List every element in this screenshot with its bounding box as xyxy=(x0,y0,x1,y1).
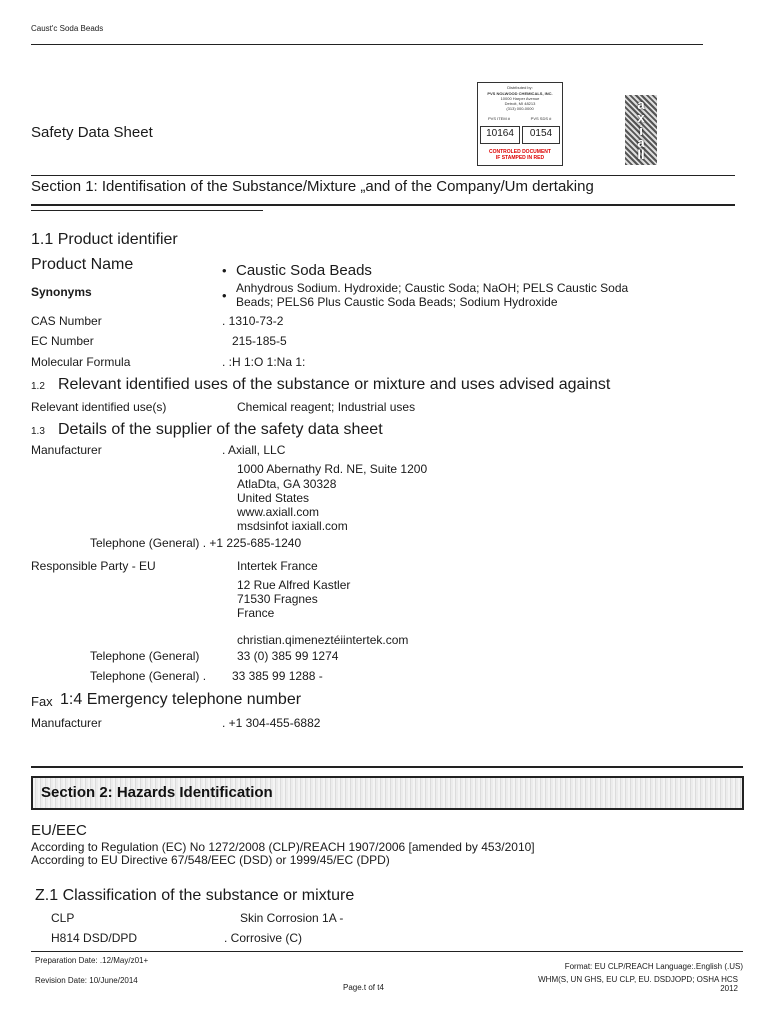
synonyms-label: Synonyms xyxy=(31,285,92,299)
stamp-sds-value: 0154 xyxy=(522,126,560,144)
stamp-item-label: PVS ITEM # xyxy=(487,116,510,121)
relevant-use-label: Relevant identified use(s) xyxy=(31,400,167,414)
header-rule xyxy=(31,44,703,45)
clp-value: Skin Corrosion 1A - xyxy=(240,911,344,925)
subsection-1-2-number: 1.2 xyxy=(31,381,45,392)
manufacturer-address-1: 1000 Abernathy Rd. NE, Suite 1200 xyxy=(237,462,428,476)
section1-title: Section 1: Identifisation of the Substance/Mixture „and of the Company/Um dertaking xyxy=(31,178,594,195)
product-name-label: Product Name xyxy=(31,256,134,273)
section1-bottom-rule xyxy=(31,204,735,206)
regulation-line-2: According to EU Directive 67/548/EEC (DSD) or 1999/45/EC (DPD) xyxy=(31,853,390,867)
revision-date: Revision Date: 10/June/2014 xyxy=(35,976,138,985)
product-name-value: Caustic Soda Beads xyxy=(236,262,372,279)
stamp-address-1: 10000 Harper Avenue xyxy=(500,96,540,101)
synonyms-line-1: Anhydrous Sodium. Hydroxide; Caustic Soda; NaOH; PELS Caustic Soda xyxy=(236,281,629,295)
responsible-telephone-label: Telephone (General) xyxy=(90,649,200,663)
document-title: Safety Data Sheet xyxy=(31,124,153,141)
section1-short-rule xyxy=(31,210,263,211)
manufacturer-address-2: AtlaDta, GA 30328 xyxy=(237,477,337,491)
stamp-controlled-1: CONTROLED DOCUMENT xyxy=(489,149,551,155)
stamp-phone: (313) 000-0000 xyxy=(506,106,534,111)
responsible-address-2: 71530 Fragnes xyxy=(237,592,318,606)
emergency-manufacturer-phone: . +1 304-455-6882 xyxy=(222,716,321,730)
subsection-2-1-heading: Z.1 Classification of the substance or mixture xyxy=(35,887,355,904)
subsection-1-2-heading: Relevant identified uses of the substance or mixture and uses advised against xyxy=(58,376,611,393)
responsible-address-3: France xyxy=(237,606,275,620)
manufacturer-website: www.axiall.com xyxy=(237,505,320,519)
regulation-formats: WHM(S, UN GHS, EU CLP, EU. DSDJOPD; OSHA HCS xyxy=(538,975,738,984)
emergency-manufacturer-label: Manufacturer xyxy=(31,716,102,730)
distributor-stamp xyxy=(477,82,563,166)
subsection-1-4-heading: 1:4 Emergency telephone number xyxy=(60,691,302,708)
manufacturer-address-3: United States xyxy=(237,491,310,505)
regulation-line-1: According to Regulation (EC) No 1272/2008 (CLP)/REACH 1907/2006 [amended by 453/2010] xyxy=(31,840,535,854)
stamp-sds-label: PVS SDS # xyxy=(530,116,552,121)
clp-label: CLP xyxy=(51,911,75,925)
relevant-use-value: Chemical reagent; Industrial uses xyxy=(237,400,416,414)
responsible-party-value: Intertek France xyxy=(237,559,318,573)
synonyms-line-2: Beads; PELS6 Plus Caustic Soda Beads; Sodium Hydroxide xyxy=(236,295,558,309)
responsible-address-1: 12 Rue Alfred Kastler xyxy=(237,578,351,592)
responsible-telephone-2-value: 33 385 99 1288 - xyxy=(232,669,323,683)
manufacturer-label: Manufacturer xyxy=(31,443,102,457)
stamp-address-2: Detroit, MI 48213 xyxy=(504,101,536,106)
dsd-label: H814 DSD/DPD xyxy=(51,931,138,945)
cas-number-value: . 1310-73-2 xyxy=(222,314,284,328)
format-info: Format: EU CLP/REACH Language:.English (.US) xyxy=(564,962,743,971)
molecular-formula-value: . :H 1:O 1:Na 1: xyxy=(222,355,306,369)
header-product-name: Caust'c Soda Beads xyxy=(31,24,104,33)
molecular-formula-label: Molecular Formula xyxy=(31,355,131,369)
axiall-logo: a x i a ll xyxy=(625,95,657,165)
subsection-1-4-prefix: Fax xyxy=(31,694,53,709)
responsible-telephone-2-label: Telephone (General) . xyxy=(90,669,207,683)
ec-number-value: 215-185-5 xyxy=(232,334,287,348)
subsection-1-1-heading: 1.1 Product identifier xyxy=(31,231,178,248)
regulation-year: 2012 xyxy=(720,984,738,993)
subsection-1-3-heading: Details of the supplier of the safety data sheet xyxy=(58,421,383,438)
responsible-telephone-value: 33 (0) 385 99 1274 xyxy=(237,649,339,663)
footer-rule xyxy=(31,951,743,952)
section2-banner xyxy=(31,776,744,810)
ec-number-label: EC Number xyxy=(31,334,94,348)
manufacturer-email: msdsinfot iaxiall.com xyxy=(237,519,348,533)
preparation-date: Preparation Date: .12/May/z01+ xyxy=(35,956,149,965)
page-number: Page.t of t4 xyxy=(343,983,384,992)
responsible-party-label: Responsible Party - EU xyxy=(31,559,156,573)
stamp-item-value: 10164 xyxy=(480,126,520,144)
dsd-value: . Corrosive (C) xyxy=(224,931,303,945)
stamp-company: PVS NOLWOOD CHEMICALS, INC. xyxy=(487,91,553,96)
subsection-1-3-number: 1.3 xyxy=(31,426,45,437)
stamp-distributed-by: Distributed by: xyxy=(507,85,533,90)
section1-top-rule xyxy=(31,175,735,176)
section2-title: Section 2: Hazards Identification xyxy=(41,784,273,801)
manufacturer-telephone: Telephone (General) . +1 225-685-1240 xyxy=(90,536,302,550)
eu-eec-heading: EU/EEC xyxy=(31,822,87,839)
manufacturer-value: . Axiall, LLC xyxy=(222,443,286,457)
responsible-email: christian.qimeneztéiintertek.com xyxy=(237,633,409,647)
cas-number-label: CAS Number xyxy=(31,314,102,328)
bullet-icon: • xyxy=(222,263,227,278)
section2-top-rule xyxy=(31,766,743,768)
bullet-icon: • xyxy=(222,288,227,303)
stamp-controlled-2: IF STAMPED IN RED xyxy=(495,155,545,161)
